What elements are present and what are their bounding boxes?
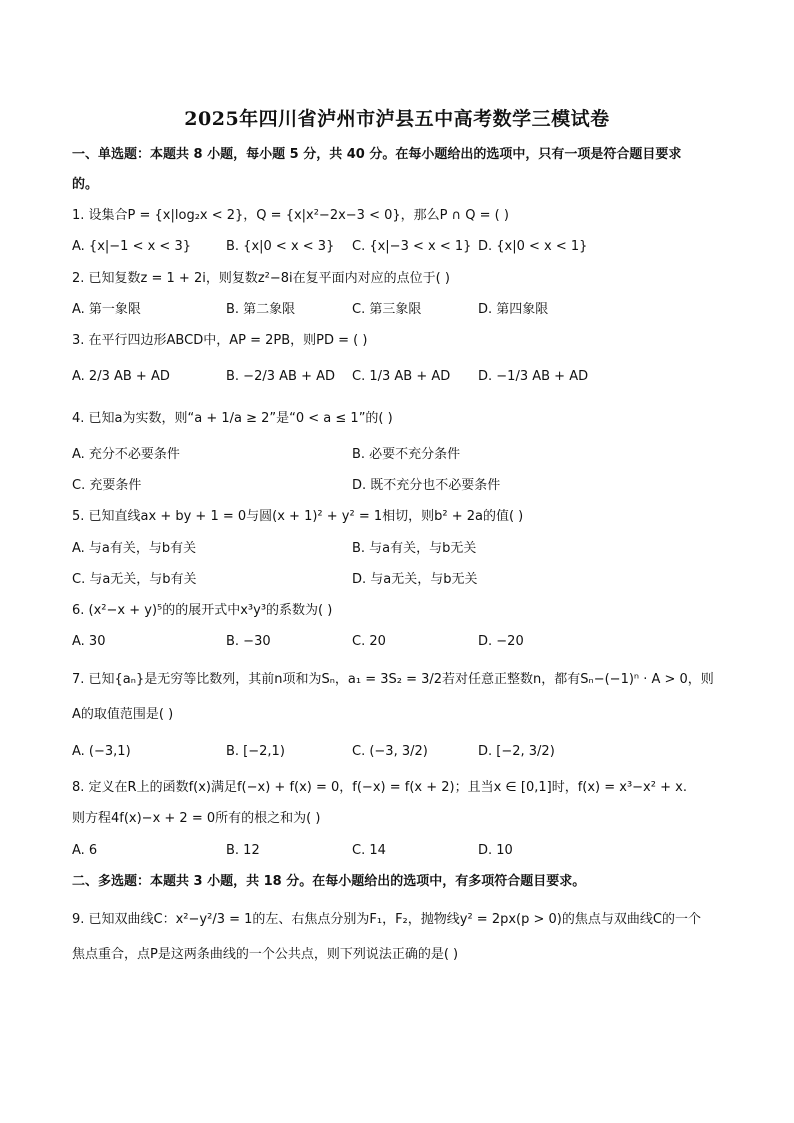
q2-option-a[interactable]: A. 第一象限 xyxy=(72,302,141,317)
q1-option-c[interactable]: C. {x|−3 < x < 1} xyxy=(352,239,472,254)
q8-stem: 8. 定义在R上的函数f(x)满足f(−x) + f(x) = 0，f(−x) = f(x + 2)；且当x ∈ [0,1]时，f(x) = x³−x² + x. xyxy=(72,780,687,795)
q6-option-a[interactable]: A. 30 xyxy=(72,634,106,649)
q9-stem: 9. 已知双曲线C：x²−y²/3 = 1的左、右焦点分别为F₁，F₂，抛物线y² = 2px(p > 0)的焦点与双曲线C的一个 xyxy=(72,912,701,927)
section2-heading: 二、多选题：本题共 3 小题，共 18 分。在每小题给出的选项中，有多项符合题目要求。 xyxy=(72,874,586,889)
q9-stem-cont: 焦点重合，点P是这两条曲线的一个公共点，则下列说法正确的是( ) xyxy=(72,947,459,962)
q6-option-d[interactable]: D. −20 xyxy=(478,634,524,649)
q6-stem: 6. (x²−x + y)⁵的的展开式中x³y³的系数为( ) xyxy=(72,603,333,618)
q8-option-b[interactable]: B. 12 xyxy=(226,843,260,858)
q2-option-d[interactable]: D. 第四象限 xyxy=(478,302,549,317)
q3-option-b[interactable]: B. −2/3 AB + AD xyxy=(226,369,336,384)
q4-option-b[interactable]: B. 必要不充分条件 xyxy=(352,447,461,462)
q4-option-a[interactable]: A. 充分不必要条件 xyxy=(72,447,180,462)
page-title: 2025年四川省泸州市泸县五中高考数学三模试卷 xyxy=(184,108,610,130)
q3-option-a[interactable]: A. 2/3 AB + AD xyxy=(72,369,170,384)
q5-option-d[interactable]: D. 与a无关，与b无关 xyxy=(352,572,478,587)
q5-option-b[interactable]: B. 与a有关，与b无关 xyxy=(352,541,477,556)
q6-option-b[interactable]: B. −30 xyxy=(226,634,271,649)
q4-stem: 4. 已知a为实数，则“a + 1/a ≥ 2”是“0 < a ≤ 1”的( ) xyxy=(72,411,393,426)
q1-option-b[interactable]: B. {x|0 < x < 3} xyxy=(226,239,335,254)
q8-option-a[interactable]: A. 6 xyxy=(72,843,98,858)
q3-option-c[interactable]: C. 1/3 AB + AD xyxy=(352,369,451,384)
q4-option-c[interactable]: C. 充要条件 xyxy=(72,478,142,493)
q8-stem-cont: 则方程4f(x)−x + 2 = 0所有的根之和为( ) xyxy=(72,811,321,826)
q7-option-d[interactable]: D. [−2, 3/2) xyxy=(478,744,555,759)
section1-heading: 一、单选题：本题共 8 小题，每小题 5 分，共 40 分。在每小题给出的选项中，只有一项是符合题目要求 xyxy=(72,147,682,162)
q3-option-d[interactable]: D. −1/3 AB + AD xyxy=(478,369,589,384)
section1-heading-cont: 的。 xyxy=(72,177,99,192)
q2-option-b[interactable]: B. 第二象限 xyxy=(226,302,296,317)
q1-option-a[interactable]: A. {x|−1 < x < 3} xyxy=(72,239,191,254)
q2-option-c[interactable]: C. 第三象限 xyxy=(352,302,422,317)
q7-option-c[interactable]: C. (−3, 3/2) xyxy=(352,744,428,759)
q6-option-c[interactable]: C. 20 xyxy=(352,634,386,649)
q7-stem-cont: A的取值范围是( ) xyxy=(72,707,174,722)
q8-option-c[interactable]: C. 14 xyxy=(352,843,386,858)
q2-stem: 2. 已知复数z = 1 + 2i，则复数z²−8i在复平面内对应的点位于( ) xyxy=(72,271,450,286)
q7-stem: 7. 已知{aₙ}是无穷等比数列，其前n项和为Sₙ，a₁ = 3S₂ = 3/2若对任意正整数n，都有Sₙ−(−1)ⁿ · A > 0，则 xyxy=(72,672,714,687)
q1-stem: 1. 设集合P = {x|log₂x < 2}，Q = {x|x²−2x−3 < 0}，那么P ∩ Q = ( ) xyxy=(72,208,509,223)
q7-option-a[interactable]: A. (−3,1) xyxy=(72,744,131,759)
q1-option-d[interactable]: D. {x|0 < x < 1} xyxy=(478,239,588,254)
q5-stem: 5. 已知直线ax + by + 1 = 0与圆(x + 1)² + y² = 1相切，则b² + 2a的值( ) xyxy=(72,509,524,524)
q4-option-d[interactable]: D. 既不充分也不必要条件 xyxy=(352,478,501,493)
q8-option-d[interactable]: D. 10 xyxy=(478,843,513,858)
q3-stem: 3. 在平行四边形ABCD中，AP = 2PB，则PD = ( ) xyxy=(72,333,368,348)
q7-option-b[interactable]: B. [−2,1) xyxy=(226,744,285,759)
q5-option-c[interactable]: C. 与a无关，与b有关 xyxy=(72,572,197,587)
q5-option-a[interactable]: A. 与a有关，与b有关 xyxy=(72,541,197,556)
